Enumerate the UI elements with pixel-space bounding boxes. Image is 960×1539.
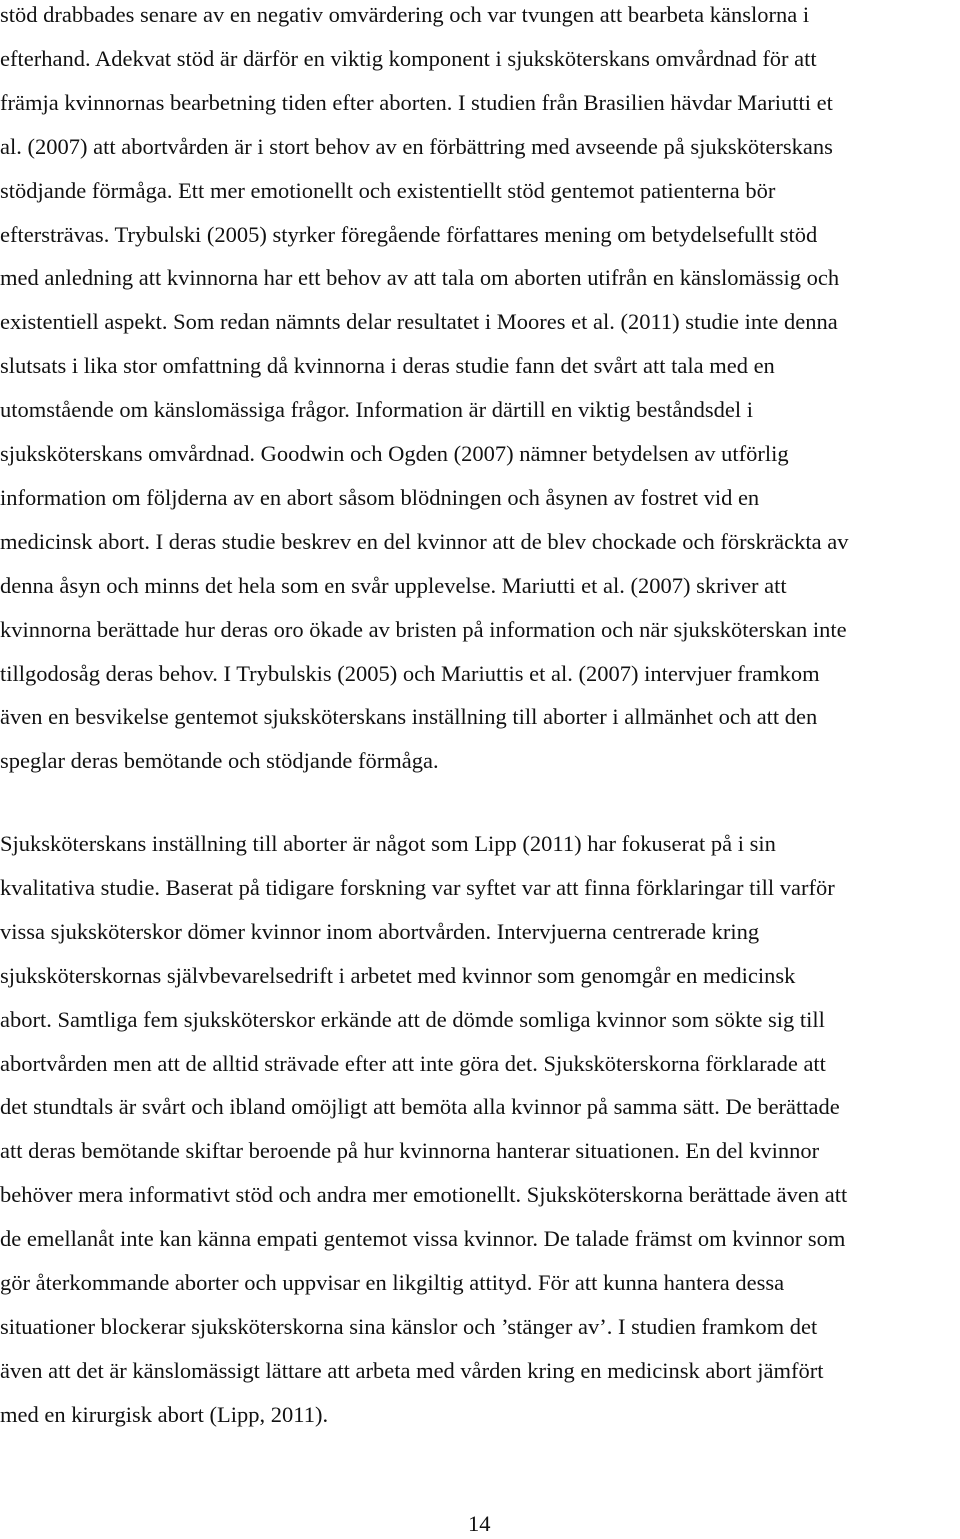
- text-line: kvalitativa studie. Baserat på tidigare forskning var syftet var att finna förklaringar till varför: [0, 874, 835, 900]
- text-line: stöd drabbades senare av en negativ omvärdering och var tvungen att bearbeta känslorna i: [0, 2, 810, 27]
- text-line: stödjande förmåga. Ett mer emotionellt och existentiellt stöd gentemot patienterna bör: [0, 177, 776, 203]
- text-line: behöver mera informativt stöd och andra mer emotionellt. Sjuksköterskorna berättade även att: [0, 1182, 848, 1208]
- text-line: vissa sjuksköterskor dömer kvinnor inom abortvården. Intervjuerna centrerade kring: [0, 918, 760, 944]
- text-line: med en kirurgisk abort (Lipp, 2011).: [0, 1401, 329, 1427]
- text-line: Sjuksköterskans inställning till aborter är något som Lipp (2011) har fokuserat på i sin: [0, 831, 776, 856]
- text-line: sjuksköterskans omvårdnad. Goodwin och Ogden (2007) nämner betydelsen av utförlig: [0, 441, 789, 466]
- text-line: att deras bemötande skiftar beroende på hur kvinnorna hanterar situationen. En del kvinnor: [0, 1138, 820, 1164]
- text-line: utomstående om känslomässiga frågor. Information är därtill en viktig beståndsdel i: [0, 397, 753, 423]
- text-line: sjuksköterskornas självbevarelsedrift i arbetet med kvinnor som genomgår en medicinsk: [0, 962, 796, 988]
- text-line: abort. Samtliga fem sjuksköterskor erkände att de dömde somliga kvinnor som sökte sig till: [0, 1006, 825, 1032]
- text-line: efterhand. Adekvat stöd är därför en viktig komponent i sjuksköterskans omvårdnad för att: [0, 45, 817, 71]
- text-line: även att det är känslomässigt lättare att arbeta med vården kring en medicinsk abort jämfört: [0, 1357, 824, 1383]
- text-line: situationer blockerar sjuksköterskorna sina känslor och ’stänger av’. I studien framkom det: [0, 1313, 818, 1339]
- text-line: denna åsyn och minns det hela som en svår upplevelse. Mariutti et al. (2007) skriver att: [0, 572, 787, 598]
- text-line: abortvården men att de alltid strävade efter att inte göra det. Sjuksköterskorna förklarade att: [0, 1050, 826, 1076]
- text-line: de emellanåt inte kan känna empati gentemot vissa kvinnor. De talade främst om kvinnor som: [0, 1226, 846, 1252]
- text-line: kvinnorna berättade hur deras oro ökade av bristen på information och när sjuksköterskan inte: [0, 616, 847, 642]
- text-line: existentiell aspekt. Som redan nämnts delar resultatet i Moores et al. (2011) studie inte denna: [0, 309, 838, 335]
- text-line: speglar deras bemötande och stödjande förmåga.: [0, 748, 439, 774]
- text-line: främja kvinnornas bearbetning tiden efter aborten. I studien från Brasilien hävdar Mariutti et: [0, 89, 833, 115]
- text-line: slutsats i lika stor omfattning då kvinnorna i deras studie fann det svårt att tala med en: [0, 353, 775, 379]
- text-line: med anledning att kvinnorna har ett behov av att tala om aborten utifrån en känslomässig och: [0, 265, 840, 291]
- text-line: det stundtals är svårt och ibland omöjligt att bemöta alla kvinnor på samma sätt. De berättade: [0, 1094, 840, 1120]
- text-line: medicinsk abort. I deras studie beskrev en del kvinnor att de blev chockade och förskräckta av: [0, 528, 849, 554]
- text-line: tillgodosåg deras behov. I Trybulskis (2005) och Mariuttis et al. (2007) intervjuer framkom: [0, 660, 820, 686]
- text-line: al. (2007) att abortvården är i stort behov av en förbättring med avseende på sjuksköterskans: [0, 133, 833, 159]
- text-line: även en besvikelse gentemot sjuksköterskans inställning till aborter i allmänhet och att den: [0, 704, 818, 730]
- text-line: eftersträvas. Trybulski (2005) styrker föregående författares mening om betydelsefullt stöd: [0, 221, 818, 247]
- text-line: information om följderna av en abort såsom blödningen och åsynen av fostret vid en: [0, 484, 760, 510]
- page-number: 14: [468, 1511, 491, 1536]
- text-line: gör återkommande aborter och uppvisar en likgiltig attityd. För att kunna hantera dessa: [0, 1270, 785, 1295]
